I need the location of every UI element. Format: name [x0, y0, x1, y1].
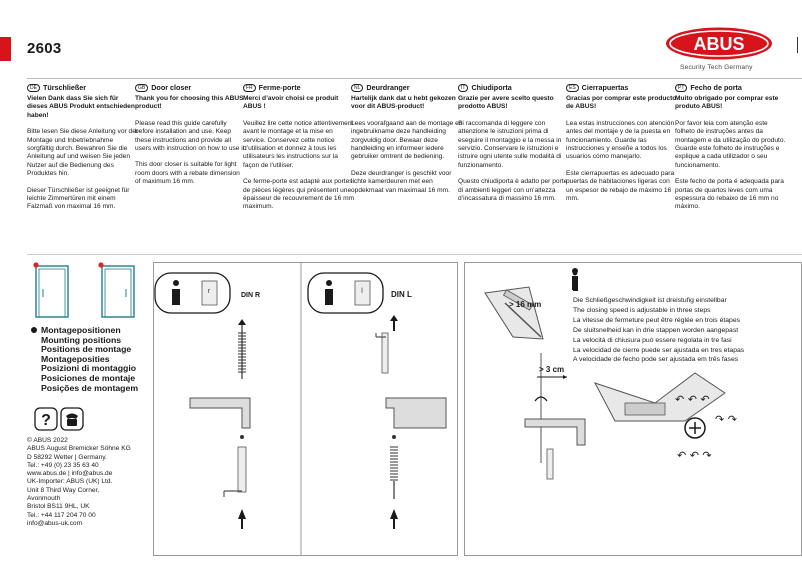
speed-note-line: De sluitsnelheid kan in drie stappen worden aangepast [573, 326, 739, 334]
column-para-2: Este cierrapuertas es adecuado para puertas de habitaciones ligeras con un espesor de rebajo de máximo 16 mm. [566, 169, 675, 203]
column-title: Cierrapuertas [581, 83, 629, 92]
column-para-1: Bitte lesen Sie diese Anleitung vor der Montage und Inbetriebnahme sorgfältig durch. Bewahren Sie die Anleitung auf und weisen Sie jeden Nutzer auf die Bedienung des Produktes hin. [27, 128, 139, 178]
gt-16mm-label: > 16 mm [509, 300, 542, 309]
column-pt [675, 84, 787, 220]
speed-note-line: Die Schließgeschwindigkeit ist dreistufig einstellbar [573, 297, 727, 304]
bullet-dot [31, 327, 37, 333]
model-number: 2603 [27, 40, 62, 57]
svg-text:↷ ↷: ↷ ↷ [715, 413, 737, 426]
svg-text:r: r [207, 288, 211, 295]
column-title: Door closer [151, 83, 192, 92]
mounting-position-label: Mounting positions [41, 334, 122, 345]
copyright-block [27, 437, 131, 528]
mounting-position-label: Montageposities [41, 353, 110, 364]
column-intro: Thank you for choosing this ABUS product! [135, 95, 244, 111]
abus-logo [665, 27, 773, 60]
column-intro: Hartelijk dank dat u hebt gekozen voor dit ABUS-product! [351, 95, 456, 111]
column-fr [243, 84, 355, 220]
column-title: Deurdranger [366, 83, 410, 92]
copyright-line: Tel.: +44 117 204 70 00 [27, 511, 96, 519]
speed-notes [573, 296, 744, 365]
column-para-2: Dieser Türschließer ist geeignet für leichte Zimmertüren mit einem Falzmaß von maximal 16 mm. [27, 186, 130, 211]
copyright-line: Tel.: +49 (0) 23 35 63 40 [27, 461, 99, 469]
speed-note-line: The closing speed is adjustable in three steps [573, 306, 711, 314]
info-icon [567, 267, 593, 291]
copyright-line: © ABUS 2022 [27, 437, 68, 444]
speed-note-line: La velocità di chiusura può essere regolata in tre fasi [573, 336, 732, 344]
help-contact-icons [34, 407, 86, 431]
copyright-line: info@abus-uk.com [27, 519, 83, 527]
divider-middle [27, 254, 802, 255]
divider-top [27, 78, 802, 79]
copyright-line: www.abus.de | info@abus.de [27, 470, 113, 478]
column-intro: Merci d’avoir choisi ce produit ABUS ! [243, 95, 339, 111]
column-title: Fecho de porta [690, 83, 742, 92]
column-para-1: Por favor leia com atenção este folheto de instruções antes da montagem e da utilização do produto. Guarde este folheto de instruções e explique a cada utilizador o seu funcionamento. [675, 119, 786, 169]
lang-badge: NL [351, 84, 363, 92]
crop-mark [797, 37, 798, 53]
lang-badge: PT [675, 84, 687, 92]
column-intro: Gracias por comprar este producto de ABUS! [566, 95, 677, 111]
svg-text:↶ ↶ ↶: ↶ ↶ ↶ [675, 393, 710, 406]
gt-3cm-label: > 3 cm [539, 365, 565, 374]
column-para-2: Ce ferme-porte est adapté aux portes de pièces légères qui présentent une épaisseur de recouvrement de 16 mm maximum. [243, 178, 355, 211]
mounting-position-label: Posições de montagem [41, 382, 139, 393]
column-para-1: Please read this guide carefully before installation and use. Keep these instructions and provide all users with instruction on how to use it. [135, 119, 247, 153]
speed-note-line: A velocidade de fecho pode ser ajustada em três fases [573, 356, 739, 364]
copyright-line: ABUS August Bremicker Söhne KG [27, 445, 131, 453]
lang-badge: FR [243, 84, 256, 92]
brand-name: ABUS [693, 34, 745, 54]
copyright-line: Unit 8 Third Way Corner, [27, 486, 100, 494]
mounting-position-label: Posiciones de montaje [41, 372, 136, 383]
column-para-1: Si raccomanda di leggere con attenzione le istruzioni prima di eseguire il montaggio e la messa in servizio. Conservare le istruzioni e istruire ogni utente sulle modalità di funzionamento. [458, 119, 562, 169]
column-intro: Muito obrigado por comprar este produto ABUS! [675, 95, 779, 111]
red-tab-marker [0, 37, 11, 61]
column-intro: Vielen Dank dass Sie sich für dieses ABUS Produkt entschieden haben! [27, 95, 135, 119]
din-mounting-panel [153, 262, 458, 556]
door-positions-illustration [27, 259, 142, 319]
column-para-2: Este fecho de porta é adequada para portas de quartos leves com uma espessura do rebaixo de 16 mm no máximo. [675, 178, 784, 211]
column-es [566, 84, 678, 211]
lang-badge: DE [27, 84, 40, 92]
column-para-1: Veuillez lire cette notice attentivement avant le montage et la mise en service. Conservez cette notice d’utilisation et donnez à tous les utilisateurs les instructions sur la façon de l’utiliser. [243, 119, 354, 169]
copyright-line: UK-Importer: ABUS (UK) Ltd. [27, 478, 113, 486]
column-para-2: This door closer is suitable for light room doors with a rebate dimension of maximum 16 mm. [135, 161, 240, 186]
din-diagram [154, 263, 457, 555]
column-nl [351, 84, 463, 203]
copyright-line: D 58292 Wetter | Germany. [27, 453, 107, 461]
column-intro: Grazie per avere scelto questo prodotto ABUS! [458, 95, 554, 111]
column-title: Ferme-porte [258, 83, 301, 92]
din-l-label: DIN L [391, 290, 412, 299]
column-gb [135, 84, 247, 195]
speed-note-line: La vitesse de fermeture peut être réglée en trois étapes [573, 316, 740, 324]
lang-badge: IT [458, 84, 468, 92]
svg-text:?: ? [41, 412, 51, 429]
column-para-1: Lees voorafgaand aan de montage en ingebruikname deze handleiding zorgvuldig door. Bewaar deze handleiding en informeer iedere gebruiker omtrent de bediening. [351, 119, 463, 161]
copyright-line: Bristol BS11 9HL, UK [27, 503, 90, 511]
brand-tagline: Security Tech Germany [680, 64, 753, 71]
column-de [27, 84, 139, 220]
column-para-2: Deze deurdranger is geschikt voor lichte kamerdeuren met een opdekmaat van maximaal 16 mm. [351, 169, 452, 194]
column-para-2: Questo chiudiporta è adatto per porte di ambienti leggeri con un’altezza d’incassatura di massimo 16 mm. [458, 178, 568, 203]
column-title: Türschließer [42, 83, 87, 92]
lang-badge: GB [135, 84, 148, 92]
column-title: Chiudiporta [471, 83, 512, 92]
copyright-line: Avonmouth [27, 495, 61, 503]
din-r-label: DIN R [241, 292, 261, 299]
column-it [458, 84, 570, 211]
mounting-positions-list [27, 326, 138, 393]
svg-text:l: l [361, 288, 363, 295]
mounting-position-label: Posizioni di montaggio [41, 363, 137, 374]
mounting-position-label: Montagepositionen [41, 325, 121, 335]
speed-note-line: La velocidad de cierre puede ser ajustada en tres etapas [573, 346, 745, 354]
mounting-position-label: Positions de montage [41, 344, 132, 355]
svg-text:↶ ↶ ↷: ↶ ↶ ↷ [677, 449, 712, 462]
lang-badge: ES [566, 84, 579, 92]
column-para-1: Lea estas instrucciones con atención antes del montaje y de la puesta en funcionamiento. Guarde las instrucciones y enseñe a todos los usuarios cómo manejarlo. [566, 119, 675, 161]
